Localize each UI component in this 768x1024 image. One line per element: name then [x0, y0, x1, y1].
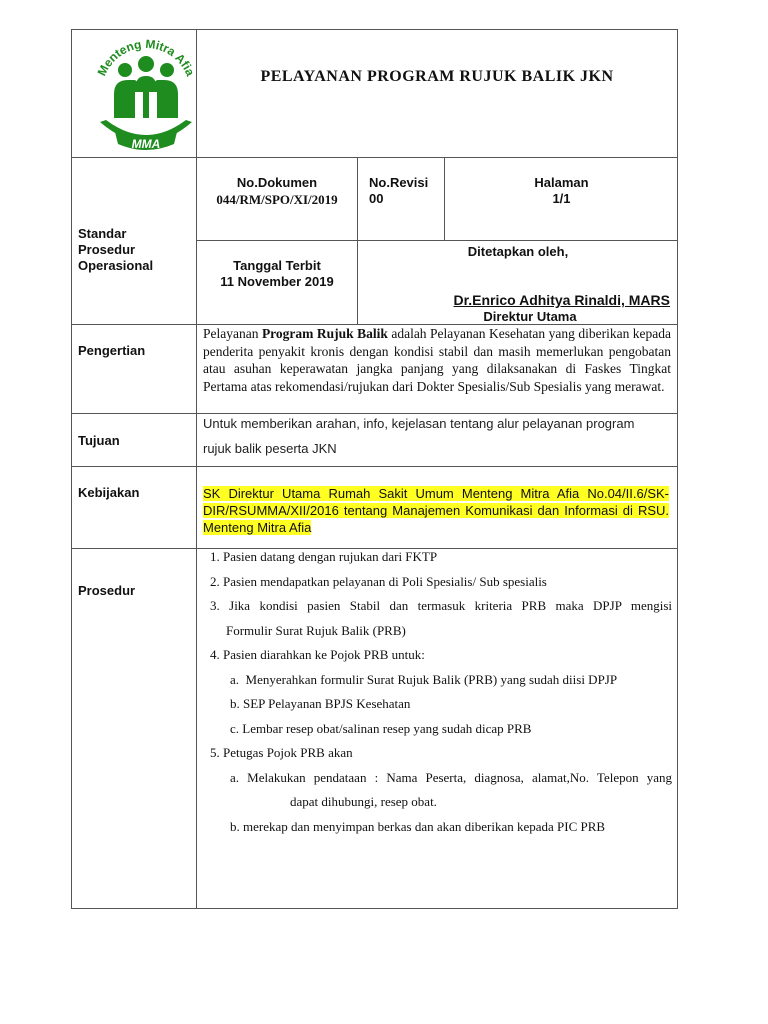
sub-text: SEP Pelayanan BPJS Kesehatan — [243, 696, 411, 711]
page-label: Halaman — [534, 175, 589, 190]
sub-letter: a. — [230, 671, 240, 687]
revision-value: 00 — [369, 191, 384, 206]
kebijakan-highlight: SK Direktur Utama Rumah Sakit Umum Menteng Mitra Afia No.04/II.6/SK-DIR/RSUMMA/XII/2016 tentang Manajemen Komunikasi dan Informasi di RSU. Menteng Mitra Afia — [203, 486, 669, 535]
step-number: 5. — [210, 745, 220, 760]
sop-label-line-1: Standar — [78, 226, 127, 241]
sop-label-line-2: Prosedur — [78, 242, 136, 257]
tujuan-text — [203, 415, 673, 457]
sop-label-line-3: Operasional — [78, 258, 154, 273]
sub-text: Menyerahkan formulir Surat Rujuk Balik (PRB) yang sudah diisi DPJP — [245, 671, 618, 687]
page-cell — [445, 175, 678, 207]
pengertian-label: Pengertian — [78, 343, 146, 358]
step-text: Pasien mendapatkan pelayanan di Poli Spesialis/ Sub spesialis — [223, 573, 547, 589]
issue-date-value: 11 November 2019 — [220, 274, 334, 289]
step-text: Jika kondisi pasien Stabil dan termasuk kriteria PRB maka DPJP mengisi — [229, 598, 673, 613]
prosedur-step-5 — [210, 741, 672, 766]
tujuan-line-2: rujuk balik peserta JKN — [203, 441, 337, 456]
doc-number-value: 044/RM/SPO/XI/2019 — [216, 192, 338, 207]
prosedur-step-1 — [210, 545, 672, 570]
prosedur-step-4a — [210, 668, 672, 693]
sub-letter: b. — [230, 818, 240, 834]
step-number: 3. — [210, 598, 220, 613]
sub-text: dapat dihubungi, resep obat. — [290, 794, 437, 809]
prosedur-step-5a — [210, 766, 672, 791]
tujuan-line-1: Untuk memberikan arahan, info, kejelasan tentang alur pelayanan program — [203, 416, 635, 431]
sub-letter: c. — [230, 720, 240, 736]
prosedur-step-4c — [210, 717, 672, 742]
revision-cell — [369, 175, 444, 207]
logo-badge-text: MMA — [131, 137, 161, 151]
row-divider-header — [71, 157, 678, 158]
tujuan-label: Tujuan — [78, 433, 120, 448]
sub-letter: b. — [230, 696, 240, 711]
sub-text: Melakukan pendataan : Nama Peserta, diagnosa, alamat,No. Telepon yang — [247, 769, 672, 785]
logo-arc-text: Menteng Mitra Afia — [94, 36, 198, 79]
step-text: Pasien diarahkan ke Pojok PRB untuk: — [223, 647, 425, 662]
issue-date-label: Tanggal Terbit — [233, 258, 321, 273]
prosedur-list — [210, 545, 672, 839]
document-title: PELAYANAN PROGRAM RUJUK BALIK JKN — [260, 68, 614, 85]
kebijakan-label: Kebijakan — [78, 485, 140, 500]
row-divider-docinfo — [196, 240, 678, 241]
prosedur-step-5a-cont — [210, 790, 672, 815]
step-number: 2. — [210, 573, 220, 589]
pengertian-text-bold: Program Rujuk Balik — [261, 326, 388, 341]
sub-text: Lembar resep obat/salinan resep yang sudah dicap PRB — [242, 720, 532, 736]
pengertian-text-1: Pelayanan — [203, 326, 262, 341]
prosedur-step-3 — [210, 594, 672, 619]
sop-label — [78, 226, 193, 274]
issue-date-cell — [197, 258, 357, 290]
prosedur-label: Prosedur — [78, 583, 136, 598]
page-value: 1/1 — [552, 191, 571, 206]
revision-label: No.Revisi — [369, 175, 429, 190]
prosedur-step-4b — [210, 692, 672, 717]
doc-number-label: No.Dokumen — [236, 175, 318, 190]
prosedur-step-5b — [210, 815, 672, 840]
pengertian-text-2: adalah Pelayanan Kesehatan yang diberikan kepada penderita penyakit kronis dengan kondisi stabil dan masih memerlukan pengobatan atau asuhan keperawatan jangka panjang yang dilaksanakan di Faskes Tingkat Pertama atas rekomendasi/rujukan dari Dokter Spesialis/Sub Spesialis yang merawat. — [203, 326, 671, 394]
prosedur-step-4 — [210, 643, 672, 668]
approved-by-label: Ditetapkan oleh, — [467, 244, 569, 259]
column-divider — [196, 29, 197, 909]
doc-number-cell — [197, 175, 357, 208]
approver-title: Direktur Utama — [483, 309, 577, 324]
row-divider-pengertian — [71, 413, 678, 414]
kebijakan-text — [203, 485, 669, 536]
row-divider-tujuan — [71, 466, 678, 467]
prosedur-step-2 — [210, 570, 672, 595]
sub-text: merekap dan menyimpan berkas dan akan diberikan kepada PIC PRB — [243, 818, 606, 834]
step-number: 1. — [210, 549, 220, 564]
sub-letter: a. — [230, 769, 240, 785]
pengertian-text — [203, 325, 671, 395]
hospital-logo — [88, 36, 204, 154]
step-text: Petugas Pojok PRB akan — [223, 745, 353, 760]
approver-name: Dr.Enrico Adhitya Rinaldi, MARS — [453, 292, 670, 308]
prosedur-step-3-cont — [210, 619, 672, 644]
step-number: 4. — [210, 647, 220, 662]
step-text: Pasien datang dengan rujukan dari FKTP — [223, 549, 438, 564]
step-text: Formulir Surat Rujuk Balik (PRB) — [226, 622, 406, 638]
